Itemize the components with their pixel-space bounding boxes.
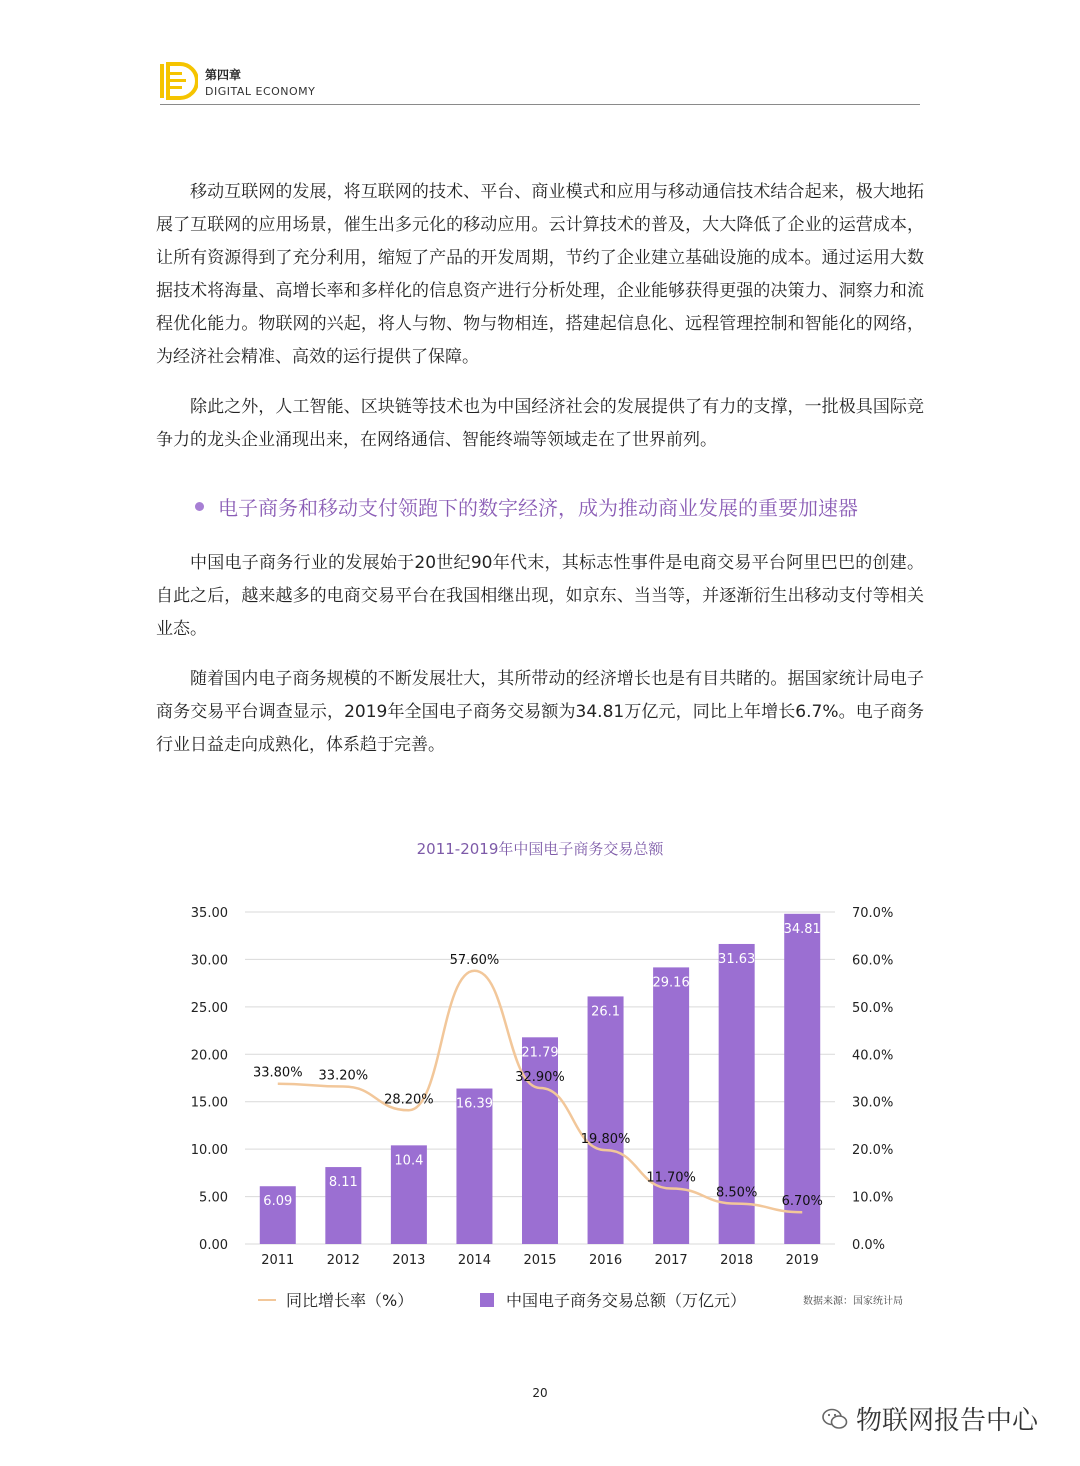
- bar-legend-swatch: [480, 1293, 494, 1307]
- left-axis-tick-label: 10.00: [190, 1143, 228, 1159]
- bullet-dot-icon: [195, 502, 204, 511]
- right-axis-tick-label: 20.0%: [852, 1143, 894, 1159]
- wechat-icon: [822, 1408, 848, 1430]
- wechat-account-name: 物联网报告中心: [856, 1406, 1039, 1436]
- right-axis-tick-label: 10.0%: [852, 1190, 894, 1206]
- right-axis-tick-label: 70.0%: [852, 906, 894, 921]
- bar: [588, 996, 624, 1244]
- right-axis-tick-label: 50.0%: [852, 1000, 894, 1016]
- bar-value-label: 8.11: [328, 1175, 358, 1191]
- bar: [456, 1089, 492, 1244]
- x-axis-tick-label: 2015: [523, 1253, 557, 1268]
- x-axis-tick-label: 2013: [392, 1253, 426, 1268]
- growth-rate-label: 28.20%: [384, 1092, 434, 1108]
- x-axis-tick-label: 2011: [261, 1253, 295, 1268]
- bar-value-label: 6.09: [263, 1194, 293, 1210]
- paragraph-block-3: [156, 547, 924, 646]
- bar-value-label: 26.1: [591, 1004, 621, 1020]
- bar: [653, 967, 689, 1244]
- left-axis-tick-label: 15.00: [190, 1095, 228, 1111]
- left-axis-tick-label: 25.00: [190, 1000, 228, 1016]
- bar-value-label: 10.4: [394, 1153, 424, 1169]
- left-axis-tick-label: 35.00: [190, 906, 228, 921]
- legend-line-label: 同比增长率（%）: [286, 1291, 414, 1310]
- header-subtitle: DIGITAL ECONOMY: [205, 85, 316, 98]
- paragraph-block-2: [156, 391, 924, 457]
- bar-value-label: 31.63: [718, 951, 756, 967]
- chart-title: 2011-2019年中国电子商务交易总额: [416, 840, 664, 858]
- bar: [522, 1037, 558, 1244]
- section-heading-text: 电子商务和移动支付领跑下的数字经济，成为推动商业发展的重要加速器: [218, 496, 858, 520]
- wechat-watermark: [822, 1400, 1038, 1437]
- digital-economy-logo: [160, 62, 198, 100]
- page-number: 20: [532, 1386, 548, 1400]
- page-header: [160, 58, 920, 105]
- paragraph-block-4: [156, 663, 924, 762]
- paragraph: 中国电子商务行业的发展始于20世纪90年代末，其标志性事件是电商交易平台阿里巴巴的创建。自此之后，越来越多的电商交易平台在我国相继出现，如京东、当当等，并逐渐衍生出移动支付等相关业态。: [156, 553, 924, 639]
- ecommerce-chart: [150, 895, 930, 1270]
- paragraph: 移动互联网的发展，将互联网的技术、平台、商业模式和应用与移动通信技术结合起来，极大地拓展了互联网的应用场景，催生出多元化的移动应用。云计算技术的普及，大大降低了企业的运营成本，让所有资源得到了充分利用，缩短了产品的开发周期，节约了企业建立基础设施的成本。通过运用大数据技术将海量、高增长率和多样化的信息资产进行分析处理，企业能够获得更强的决策力、洞察力和流程优化能力。物联网的兴起，将人与物、物与物相连，搭建起信息化、远程管理控制和智能化的网络，为经济社会精准、高效的运行提供了保障。: [156, 182, 924, 367]
- right-axis-tick-label: 30.0%: [852, 1095, 894, 1111]
- left-axis-tick-label: 20.00: [190, 1048, 228, 1064]
- chapter-label: 第四章: [205, 68, 242, 82]
- section-heading: [195, 492, 858, 521]
- paragraph: 随着国内电子商务规模的不断发展壮大，其所带动的经济增长也是有目共睹的。据国家统计局电子商务交易平台调查显示，2019年全国电子商务交易额为34.81万亿元，同比上年增长6.7%。电子商务行业日益走向成熟化，体系趋于完善。: [156, 669, 924, 755]
- x-axis-tick-label: 2017: [654, 1253, 688, 1268]
- legend-bar-label: 中国电子商务交易总额（万亿元）: [506, 1291, 747, 1310]
- growth-rate-label: 19.80%: [580, 1132, 631, 1148]
- growth-rate-label: 6.70%: [781, 1194, 823, 1210]
- bar-value-label: 34.81: [783, 921, 821, 937]
- bar-value-label: 16.39: [455, 1096, 494, 1112]
- paragraph: 除此之外，人工智能、区块链等技术也为中国经济社会的发展提供了有力的支撑，一批极具国际竞争力的龙头企业涌现出来，在网络通信、智能终端等领域走在了世界前列。: [156, 397, 924, 450]
- paragraph-block-1: [156, 176, 924, 374]
- right-axis-tick-label: 40.0%: [852, 1048, 894, 1064]
- x-axis-tick-label: 2012: [326, 1253, 360, 1268]
- left-axis-tick-label: 5.00: [199, 1190, 228, 1206]
- x-axis-tick-label: 2018: [720, 1253, 754, 1268]
- x-axis-tick-label: 2019: [785, 1253, 819, 1268]
- legend-bar: [480, 1288, 746, 1311]
- x-axis-tick-label: 2016: [589, 1253, 623, 1268]
- x-axis-tick-label: 2014: [457, 1253, 491, 1268]
- growth-rate-label: 33.20%: [318, 1068, 369, 1084]
- right-axis-tick-label: 60.0%: [852, 953, 894, 969]
- growth-rate-label: 57.60%: [449, 952, 500, 968]
- line-legend-swatch: [258, 1299, 276, 1301]
- bar-value-label: 29.16: [652, 975, 690, 991]
- left-axis-tick-label: 0.00: [199, 1238, 228, 1253]
- legend-line: [258, 1288, 413, 1311]
- bar-value-label: 21.79: [521, 1045, 559, 1061]
- data-source: 数据来源：国家统计局: [803, 1296, 903, 1307]
- growth-rate-label: 32.90%: [515, 1069, 565, 1085]
- growth-rate-label: 11.70%: [646, 1170, 696, 1186]
- left-axis-tick-label: 30.00: [190, 953, 228, 969]
- growth-rate-label: 33.80%: [252, 1065, 303, 1081]
- growth-rate-label: 8.50%: [716, 1185, 758, 1201]
- right-axis-tick-label: 0.0%: [852, 1238, 886, 1253]
